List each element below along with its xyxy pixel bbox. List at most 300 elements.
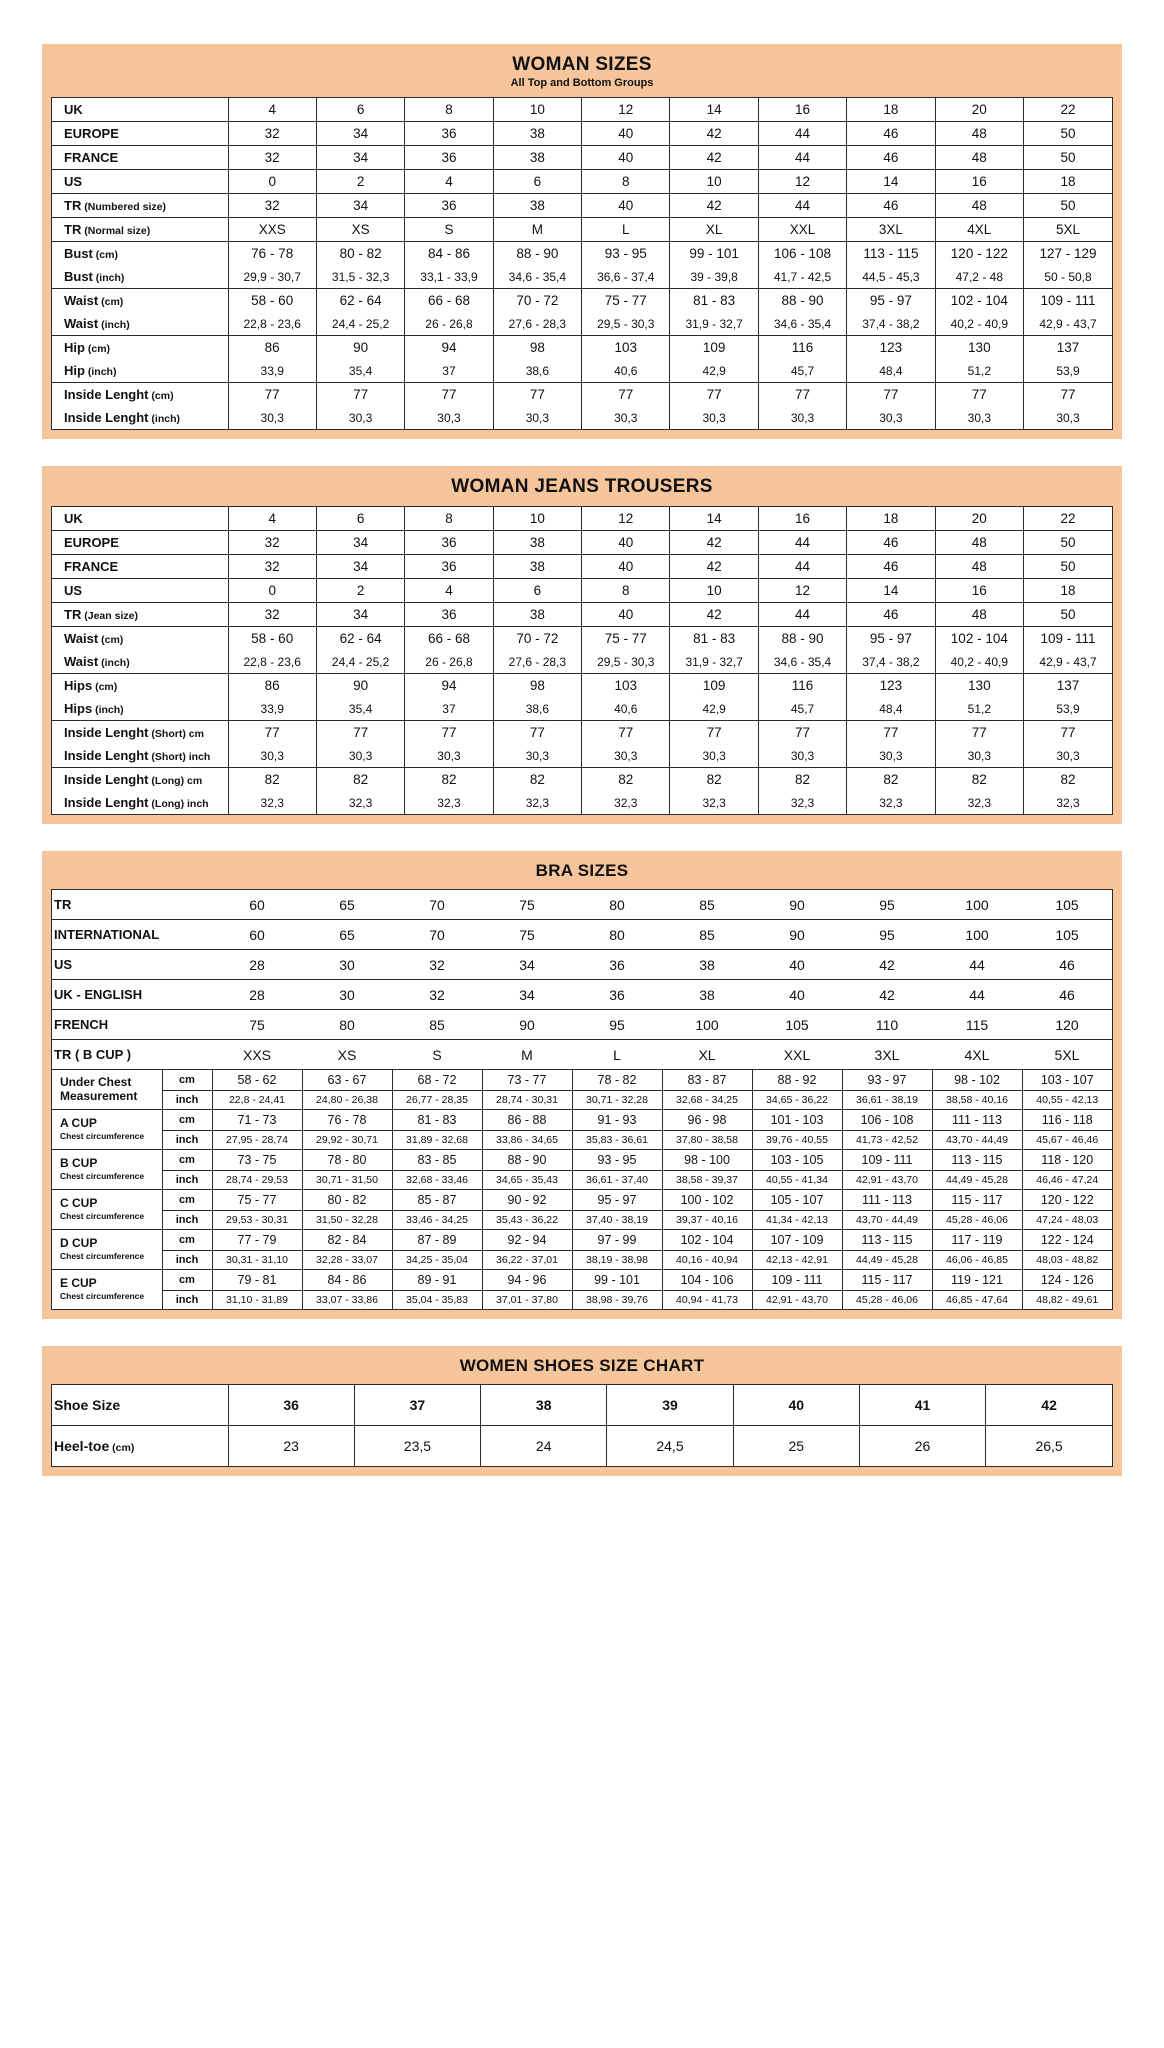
value-cell: 40,55 - 41,34 [752,1171,842,1190]
value-cell: 23,5 [354,1426,480,1467]
value-cell: 77 [847,721,935,745]
value-cell: 40 [582,555,670,579]
value-cell: 80 - 82 [316,242,404,266]
value-cell: 48,4 [847,359,935,383]
cup-name: C CUP [60,1196,98,1211]
chart-title: WOMAN SIZES [512,54,652,75]
value-cell: 10 [493,507,581,531]
value-cell: 60 [212,920,302,950]
value-cell: 22,8 - 24,41 [212,1091,302,1110]
value-cell: 22 [1024,507,1112,531]
value-cell: 80 - 82 [302,1190,392,1211]
cup-name: B CUP [60,1156,98,1171]
value-cell: 33,9 [228,359,316,383]
value-cell: 5XL [1022,1040,1112,1070]
value-cell: 81 - 83 [392,1110,482,1131]
value-cell: 75 [212,1010,302,1040]
value-cell: 40,2 - 40,9 [935,650,1023,674]
unit-cm-cell: cm [162,1230,212,1251]
value-cell: 40,16 - 40,94 [662,1251,752,1270]
row-label [52,98,228,122]
value-cell: 48 [935,122,1023,146]
bra-cup-row [52,1091,1112,1110]
cup-name: E CUP [60,1276,97,1291]
value-cell: 8 [405,98,493,122]
value-cell: 44 [758,603,846,627]
value-cell: 105 [1022,920,1112,950]
shoes-table [52,1385,1112,1466]
value-cell: 38 [493,603,581,627]
value-cell: 46 [1022,980,1112,1010]
value-cell: 86 [228,336,316,360]
value-cell: 77 [1024,383,1112,407]
value-cell: 16 [935,170,1023,194]
size-row [52,406,1112,429]
value-cell: 42,9 [670,697,758,721]
value-cell: 53,9 [1024,359,1112,383]
value-cell: 77 [228,721,316,745]
row-label-text: Inside Lenght [64,387,149,402]
row-label: INTERNATIONAL [52,920,212,950]
value-cell: 34 [316,555,404,579]
value-cell: 103 [582,336,670,360]
value-cell: 36,61 - 37,40 [572,1171,662,1190]
value-cell: 32,68 - 33,46 [392,1171,482,1190]
value-cell: 50 [1024,146,1112,170]
value-cell: 42,91 - 43,70 [752,1291,842,1310]
value-cell: 36 [405,146,493,170]
value-cell: 82 [228,768,316,792]
value-cell: 42 [842,950,932,980]
value-cell: 36 [228,1385,354,1426]
row-label-unit: (cm) [109,1442,135,1454]
value-cell: 76 - 78 [302,1110,392,1131]
value-cell: 45,28 - 46,06 [932,1211,1022,1230]
row-label-unit: (Long) cm [148,775,203,787]
chart-title: WOMAN JEANS TROUSERS [451,476,713,497]
value-cell: XXL [758,218,846,242]
woman-sizes-table-frame [51,97,1113,430]
value-cell: 40,6 [582,359,670,383]
value-cell: 90 [752,920,842,950]
value-cell: 75 - 77 [212,1190,302,1211]
value-cell: 40 [582,146,670,170]
value-cell: 36 [405,122,493,146]
value-cell: 24,80 - 26,38 [302,1091,392,1110]
value-cell: 109 [670,336,758,360]
value-cell: 75 [482,920,572,950]
value-cell: 111 - 113 [842,1190,932,1211]
value-cell: 78 - 82 [572,1070,662,1091]
value-cell: 22,8 - 23,6 [228,650,316,674]
value-cell: 32,3 [493,791,581,814]
value-cell: 41,34 - 42,13 [752,1211,842,1230]
value-cell: 36 [405,194,493,218]
row-label-text: UK [64,511,83,526]
value-cell: 83 - 85 [392,1150,482,1171]
value-cell: 32,3 [758,791,846,814]
value-cell: 33,46 - 34,25 [392,1211,482,1230]
value-cell: 38,19 - 38,98 [572,1251,662,1270]
value-cell: XL [662,1040,752,1070]
row-label [52,242,228,266]
value-cell: 109 - 111 [752,1270,842,1291]
value-cell: 34 [316,531,404,555]
size-row [52,627,1112,651]
row-label-unit: (inch) [98,319,130,331]
value-cell: 82 - 84 [302,1230,392,1251]
value-cell: 8 [582,170,670,194]
value-cell: 18 [1024,170,1112,194]
value-cell: 32,3 [1024,791,1112,814]
value-cell: 45,67 - 46,46 [1022,1131,1112,1150]
value-cell: 10 [670,579,758,603]
size-row [52,650,1112,674]
value-cell: 46,85 - 47,64 [932,1291,1022,1310]
value-cell: XXS [228,218,316,242]
value-cell: 42 [986,1385,1112,1426]
value-cell: 3XL [842,1040,932,1070]
value-cell: 30,3 [670,406,758,429]
value-cell: 137 [1024,674,1112,698]
bra-cup-row [52,1171,1112,1190]
value-cell: 39,37 - 40,16 [662,1211,752,1230]
size-row [52,312,1112,336]
shoe-row [52,1385,1112,1426]
value-cell: 42 [670,146,758,170]
value-cell: 77 [935,721,1023,745]
value-cell: 71 - 73 [212,1110,302,1131]
value-cell: 16 [758,507,846,531]
size-row [52,383,1112,407]
value-cell: 44,49 - 45,28 [932,1171,1022,1190]
value-cell: 28 [212,950,302,980]
value-cell: 47,24 - 48,03 [1022,1211,1112,1230]
value-cell: 31,9 - 32,7 [670,312,758,336]
value-cell: 90 [316,674,404,698]
unit-inch-cell: inch [162,1131,212,1150]
value-cell: 6 [316,98,404,122]
value-cell: 38 [662,950,752,980]
value-cell: 38,6 [493,697,581,721]
value-cell: 30,31 - 31,10 [212,1251,302,1270]
value-cell: 31,50 - 32,28 [302,1211,392,1230]
value-cell: 40,2 - 40,9 [935,312,1023,336]
value-cell: 4 [405,579,493,603]
cup-label [52,1230,162,1270]
value-cell: 38,58 - 40,16 [932,1091,1022,1110]
value-cell: 38 [662,980,752,1010]
row-label [52,1385,228,1426]
value-cell: 44 [758,531,846,555]
row-label-unit: (Normal size) [81,225,151,237]
value-cell: 30,3 [758,744,846,768]
value-cell: 100 [965,896,989,913]
row-label [52,555,228,579]
row-label [52,406,228,429]
value-cell: 77 [758,383,846,407]
value-cell: 77 [582,721,670,745]
row-label [52,312,228,336]
value-cell: 102 - 104 [935,289,1023,313]
row-label-text: FRANCE [64,559,119,574]
value-cell: 31,89 - 32,68 [392,1131,482,1150]
value-cell: 85 - 87 [392,1190,482,1211]
value-cell: 33,07 - 33,86 [302,1291,392,1310]
value-cell: 30 [302,950,392,980]
value-cell: 122 - 124 [1022,1230,1112,1251]
value-cell: 41,73 - 42,52 [842,1131,932,1150]
value-cell: 99 - 101 [572,1270,662,1291]
value-cell: 29,5 - 30,3 [582,312,670,336]
value-cell: 24,4 - 25,2 [316,650,404,674]
row-label [52,531,228,555]
shoes-header [51,1346,1113,1384]
value-cell: 10 [670,170,758,194]
value-cell: 90 [316,336,404,360]
value-cell: 43,70 - 44,49 [842,1211,932,1230]
size-row [52,507,1112,531]
size-row [52,242,1112,266]
value-cell: 62 - 64 [316,627,404,651]
value-cell: 20 [935,98,1023,122]
value-cell: 32,3 [316,791,404,814]
value-cell: 77 [758,721,846,745]
value-cell: 63 - 67 [302,1070,392,1091]
value-cell: 32,3 [847,791,935,814]
value-cell: 38 [493,531,581,555]
value-cell: 32,3 [405,791,493,814]
row-label-text: Hip [64,363,85,378]
value-cell: 82 [758,768,846,792]
cup-subtitle: Chest circumference [60,1251,145,1262]
value-cell: 34,6 - 35,4 [758,650,846,674]
row-label-text: Hips [64,678,93,693]
value-cell: 105 - 107 [752,1190,842,1211]
value-cell: 79 - 81 [212,1270,302,1291]
size-row [52,194,1112,218]
value-cell: 81 - 83 [670,289,758,313]
value-cell: 46 [847,531,935,555]
value-cell: 47,2 - 48 [935,265,1023,289]
value-cell: 46 [847,122,935,146]
value-cell: 14 [670,507,758,531]
size-row [52,359,1112,383]
cup-label [52,1190,162,1230]
value-cell: 37 [405,697,493,721]
value-cell: 46,06 - 46,85 [932,1251,1022,1270]
value-cell: 24,5 [607,1426,733,1467]
value-cell: 48,4 [847,697,935,721]
bra-cup-row [52,1131,1112,1150]
unit-cm-cell: cm [162,1150,212,1171]
value-cell: 109 - 111 [1024,289,1112,313]
bra-cup-row [52,1291,1112,1310]
value-cell: 38 [493,146,581,170]
value-cell: 82 [582,768,670,792]
value-cell: 82 [405,768,493,792]
value-cell: 101 - 103 [752,1110,842,1131]
size-row [52,122,1112,146]
row-label: US [52,950,212,980]
row-label-unit: (cm) [98,296,124,308]
value-cell: 45,7 [758,697,846,721]
value-cell: 103 - 107 [1022,1070,1112,1091]
value-cell: 20 [935,507,1023,531]
row-label: UK - ENGLISH [52,980,212,1010]
value-cell: 80 [302,1010,392,1040]
shoes-table-frame [51,1384,1113,1467]
value-cell: 3XL [847,218,935,242]
value-cell: 46 [1022,950,1112,980]
value-cell: 82 [316,768,404,792]
value-cell: 34,65 - 36,22 [752,1091,842,1110]
cup-label [52,1110,162,1150]
value-cell: 77 [493,383,581,407]
woman-jeans-chart [42,466,1122,824]
value-cell: 36,61 - 38,19 [842,1091,932,1110]
value-cell: 44 [758,194,846,218]
value-cell: 29,9 - 30,7 [228,265,316,289]
value-cell: 86 - 88 [482,1110,572,1131]
row-label-unit: (Jean size) [81,610,138,622]
value-cell: 87 - 89 [392,1230,482,1251]
value-cell: 130 [935,336,1023,360]
value-cell: 42,9 - 43,7 [1024,650,1112,674]
cup-name: A CUP [60,1116,97,1131]
row-label-text: Waist [64,316,99,331]
value-cell: 39 - 39,8 [670,265,758,289]
value-cell: 84 - 86 [405,242,493,266]
row-label [52,721,228,745]
value-cell: 90 - 92 [482,1190,572,1211]
value-cell: 93 - 95 [582,242,670,266]
cup-subtitle: Chest circumference [60,1291,145,1302]
value-cell: 102 - 104 [935,627,1023,651]
value-cell: 34,6 - 35,4 [493,265,581,289]
row-label-text: Inside Lenght [64,410,149,425]
value-cell: 12 [582,507,670,531]
value-cell: 28 [212,980,302,1010]
value-cell: 41,7 - 42,5 [758,265,846,289]
value-cell: 70 - 72 [493,289,581,313]
value-cell: 30,3 [582,744,670,768]
row-label [52,744,228,768]
row-label [52,791,228,814]
value-cell: 44,5 - 45,3 [847,265,935,289]
value-cell: 30,3 [493,406,581,429]
unit-cm-cell: cm [162,1110,212,1131]
value-cell: 12 [758,579,846,603]
bra-cup-row [52,1251,1112,1270]
value-cell: 33,9 [228,697,316,721]
value-cell: 95 - 97 [847,289,935,313]
value-cell: 39,76 - 40,55 [752,1131,842,1150]
size-row [52,697,1112,721]
value-cell: M [482,1040,572,1070]
unit-inch-cell: inch [162,1251,212,1270]
value-cell: 43,70 - 44,49 [932,1131,1022,1150]
value-cell: 40,6 [582,697,670,721]
value-cell: 66 - 68 [405,627,493,651]
unit-cm-cell: cm [162,1270,212,1291]
value-cell: 36,22 - 37,01 [482,1251,572,1270]
value-cell: 48 [935,531,1023,555]
value-cell: 22,8 - 23,6 [228,312,316,336]
row-label-unit: (Short) cm [148,728,204,740]
value-cell: 31,10 - 31,89 [212,1291,302,1310]
value-cell: 44 [758,555,846,579]
value-cell: 77 [493,721,581,745]
value-cell: 73 - 77 [482,1070,572,1091]
row-label-unit: (cm) [148,390,174,402]
cup-subtitle: Chest circumference [60,1211,145,1222]
value-cell: 4 [228,507,316,531]
row-label-text: Shoe Size [54,1397,121,1413]
value-cell: 26 [859,1426,985,1467]
value-cell: 42 [842,980,932,1010]
value-cell: 23 [228,1426,354,1467]
value-cell: 32,28 - 33,07 [302,1251,392,1270]
row-label-text: EUROPE [64,535,119,550]
value-cell: 27,6 - 28,3 [493,312,581,336]
value-cell: 30,3 [582,406,670,429]
value-cell: 32 [228,146,316,170]
value-cell: 31,9 - 32,7 [670,650,758,674]
value-cell: 77 [670,383,758,407]
value-cell: 30,3 [493,744,581,768]
row-label-text: Bust [64,246,93,261]
value-cell: 40 [752,980,842,1010]
row-label [52,507,228,531]
value-cell: 50 [1024,603,1112,627]
value-cell: 93 - 95 [572,1150,662,1171]
row-label [52,336,228,360]
value-cell: 30,3 [228,406,316,429]
value-cell: 30,3 [405,406,493,429]
value-cell: 42,91 - 43,70 [842,1171,932,1190]
value-cell: 32,3 [228,791,316,814]
shoes-size-chart [42,1346,1122,1476]
chart-title: WOMEN SHOES SIZE CHART [459,1356,705,1375]
row-label-unit: (Short) inch [148,751,211,763]
value-cell: 98 - 102 [932,1070,1022,1091]
chart-title: BRA SIZES [535,861,629,880]
value-cell: 45,28 - 46,06 [842,1291,932,1310]
value-cell: 107 - 109 [752,1230,842,1251]
value-cell: 35,04 - 35,83 [392,1291,482,1310]
row-label [52,194,228,218]
value-cell: 89 - 91 [392,1270,482,1291]
value-cell: 0 [228,579,316,603]
row-label-text: Inside Lenght [64,772,149,787]
value-cell: 68 - 72 [392,1070,482,1091]
value-cell: 46 [847,603,935,627]
value-cell: 130 [935,674,1023,698]
row-label: FRENCH [52,1010,212,1040]
value-cell: L [582,218,670,242]
value-cell: S [392,1040,482,1070]
size-row [52,674,1112,698]
value-cell: M [493,218,581,242]
value-cell: 88 - 90 [482,1150,572,1171]
value-cell: 5XL [1024,218,1112,242]
row-label-text: Hips [64,701,93,716]
value-cell: 26 - 26,8 [405,650,493,674]
cup-subtitle: Chest circumference [60,1171,145,1182]
row-label [52,768,228,792]
value-cell: 30 [302,980,392,1010]
